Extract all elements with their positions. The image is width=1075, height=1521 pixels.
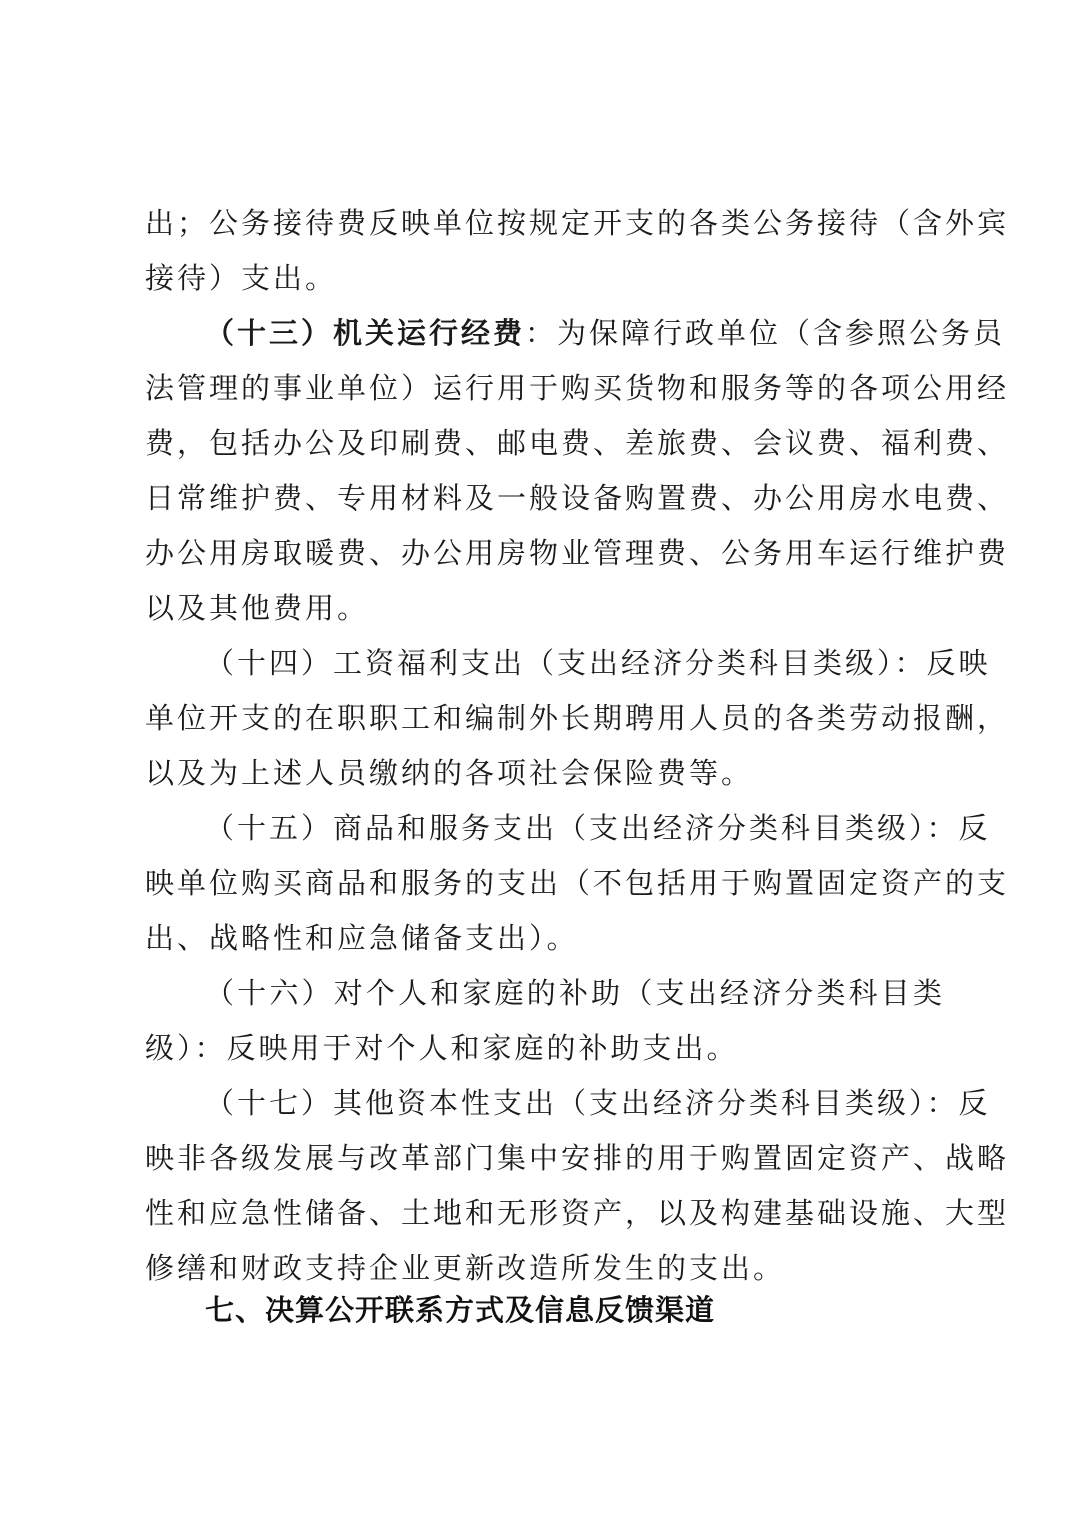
paragraph-line: 以及为上述人员缴纳的各项社会保险费等。 <box>145 756 754 790</box>
paragraph-line: （十六）对个人和家庭的补助（支出经济分类科目类 <box>205 976 945 1010</box>
paragraph-line: 以及其他费用。 <box>145 591 370 625</box>
paragraph-line: 单位开支的在职职工和编制外长期聘用人员的各类劳动报酬， <box>145 701 1010 735</box>
paragraph-line: 法管理的事业单位）运行用于购买货物和服务等的各项公用经 <box>145 371 1010 405</box>
paragraph-line: 费，包括办公及印刷费、邮电费、差旅费、会议费、福利费、 <box>145 426 1010 460</box>
section-heading: 七、决算公开联系方式及信息反馈渠道 <box>205 1293 716 1327</box>
paragraph-line <box>205 313 1006 353</box>
paragraph-line: （十四）工资福利支出（支出经济分类科目类级）：反映 <box>205 646 991 680</box>
paragraph-text: ：为保障行政单位（含参照公务员 <box>525 316 1006 350</box>
paragraph-line: 级）：反映用于对个人和家庭的补助支出。 <box>145 1031 739 1065</box>
paragraph-line: 接待）支出。 <box>145 261 338 295</box>
paragraph-line: 修缮和财政支持企业更新改造所发生的支出。 <box>145 1251 786 1285</box>
paragraph-line: 日常维护费、专用材料及一般设备购置费、办公用房水电费、 <box>145 481 1010 515</box>
paragraph-line: （十七）其他资本性支出（支出经济分类科目类级）：反 <box>205 1086 991 1120</box>
paragraph-line: 出；公务接待费反映单位按规定开支的各类公务接待（含外宾 <box>145 206 1010 240</box>
paragraph-line: （十五）商品和服务支出（支出经济分类科目类级）：反 <box>205 811 991 845</box>
paragraph-line: 性和应急性储备、土地和无形资产，以及构建基础设施、大型 <box>145 1196 1010 1230</box>
paragraph-line: 出、战略性和应急储备支出）。 <box>145 921 579 955</box>
paragraph-line: 映非各级发展与改革部门集中安排的用于购置固定资产、战略 <box>145 1141 1010 1175</box>
paragraph-line: 办公用房取暖费、办公用房物业管理费、公务用车运行维护费 <box>145 536 1010 570</box>
term-label: （十三）机关运行经费 <box>205 316 526 350</box>
paragraph-line: 映单位购买商品和服务的支出（不包括用于购置固定资产的支 <box>145 866 1010 900</box>
